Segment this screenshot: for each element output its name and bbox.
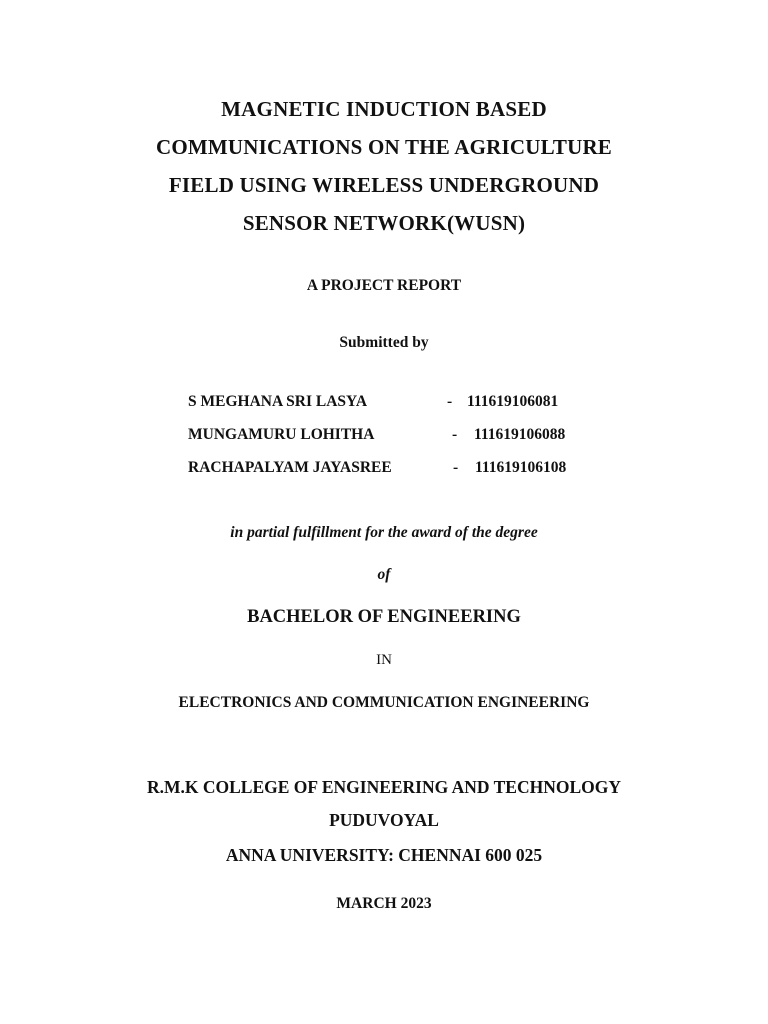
title-line-2: COMMUNICATIONS ON THE AGRICULTURE xyxy=(155,135,613,159)
title-line-1: MAGNETIC INDUCTION BASED xyxy=(221,97,547,121)
student-roll-number: 111619106108 xyxy=(475,459,567,476)
fulfillment-statement: in partial fulfillment for the award of the degree xyxy=(230,524,538,541)
student-separator: - xyxy=(452,426,458,443)
student-separator: - xyxy=(453,459,459,476)
submitted-by-label: Submitted by xyxy=(339,334,429,351)
student-name: MUNGAMURU LOHITHA xyxy=(188,426,375,443)
degree-name: BACHELOR OF ENGINEERING xyxy=(247,607,521,627)
report-type: A PROJECT REPORT xyxy=(306,277,462,294)
submission-date: MARCH 2023 xyxy=(336,895,432,912)
branch-name: ELECTRONICS AND COMMUNICATION ENGINEERING xyxy=(178,694,590,711)
of-label: of xyxy=(377,566,391,583)
student-roll-number: 111619106081 xyxy=(467,393,559,410)
title-line-4: SENSOR NETWORK(WUSN) xyxy=(242,211,526,235)
student-separator: - xyxy=(447,393,453,410)
student-name: RACHAPALYAM JAYASREE xyxy=(188,459,392,476)
in-label: IN xyxy=(376,652,392,668)
college-location: PUDUVOYAL xyxy=(329,810,439,830)
university-name: ANNA UNIVERSITY: CHENNAI 600 025 xyxy=(225,845,543,865)
title-line-3: FIELD USING WIRELESS UNDERGROUND xyxy=(168,173,600,197)
student-roll-number: 111619106088 xyxy=(474,426,566,443)
college-name: R.M.K COLLEGE OF ENGINEERING AND TECHNOLOGY xyxy=(146,777,622,797)
student-name: S MEGHANA SRI LASYA xyxy=(188,393,368,410)
